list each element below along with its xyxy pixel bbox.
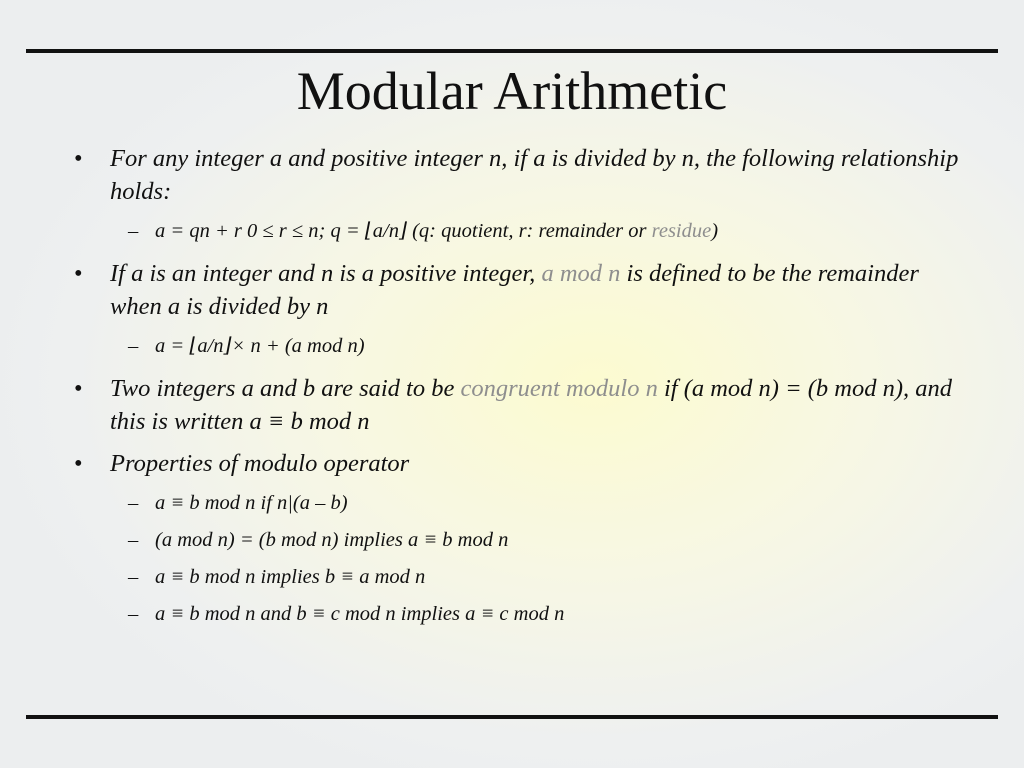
sub-bullet-text: a = ⌊a/n⌋× n + (a mod n) bbox=[155, 335, 365, 357]
sub-bullet-property-equal-mods bbox=[0, 526, 1024, 554]
highlight-a-mod-n: a mod n bbox=[541, 260, 621, 287]
bullet-text-end: if (a mod n) = (b mod n), and this is written a ≡ b mod n bbox=[110, 375, 952, 435]
slide-body bbox=[0, 142, 1024, 637]
sub-bullet-division-equation bbox=[0, 217, 1024, 245]
sub-bullet-property-symmetry bbox=[0, 563, 1024, 591]
bullet-congruence bbox=[0, 372, 1024, 438]
bullet-marker: • bbox=[74, 145, 83, 172]
dash-marker: – bbox=[128, 220, 139, 242]
sub-bullet-property-transitivity bbox=[0, 600, 1024, 628]
bullet-definition bbox=[0, 142, 1024, 208]
bullet-text: If a is an integer and n is a positive integer, bbox=[110, 260, 542, 287]
bullet-text: Properties of modulo operator bbox=[110, 450, 410, 477]
dash-marker: – bbox=[128, 566, 139, 588]
sub-bullet-text: a = qn + r 0 ≤ r ≤ n; q = ⌊a/n⌋ (q: quotient, r: remainder or bbox=[155, 220, 652, 242]
bullet-text: For any integer a and positive integer n, if a is divided by n, the following relationship holds: bbox=[110, 145, 959, 205]
highlight-congruent-modulo-n: congruent modulo n bbox=[460, 375, 658, 402]
dash-marker: – bbox=[128, 492, 139, 514]
bullet-mod-definition bbox=[0, 257, 1024, 323]
sub-bullet-mod-equation bbox=[0, 332, 1024, 360]
slide-title: Modular Arithmetic bbox=[296, 61, 728, 121]
sub-bullet-text: a ≡ b mod n if n|(a – b) bbox=[155, 492, 348, 514]
bullet-marker: • bbox=[74, 375, 83, 402]
bullet-marker: • bbox=[74, 260, 83, 287]
bottom-rule bbox=[26, 715, 998, 719]
sub-bullet-text: a ≡ b mod n implies b ≡ a mod n bbox=[155, 566, 426, 588]
sub-bullet-text-end: ) bbox=[711, 220, 719, 242]
bullet-marker: • bbox=[74, 450, 83, 477]
sub-bullet-text: a ≡ b mod n and b ≡ c mod n implies a ≡ c mod n bbox=[155, 603, 565, 625]
sub-bullet-text: (a mod n) = (b mod n) implies a ≡ b mod n bbox=[155, 529, 509, 551]
dash-marker: – bbox=[128, 603, 139, 625]
dash-marker: – bbox=[128, 529, 139, 551]
top-rule bbox=[26, 49, 998, 53]
bullet-text-end: is defined to be the remainder when a is divided by n bbox=[110, 260, 919, 320]
highlight-residue: residue bbox=[651, 220, 712, 242]
bullet-properties bbox=[0, 447, 1024, 480]
sub-bullet-property-divisibility bbox=[0, 489, 1024, 517]
bullet-text: Two integers a and b are said to be bbox=[110, 375, 461, 402]
dash-marker: – bbox=[128, 335, 139, 357]
